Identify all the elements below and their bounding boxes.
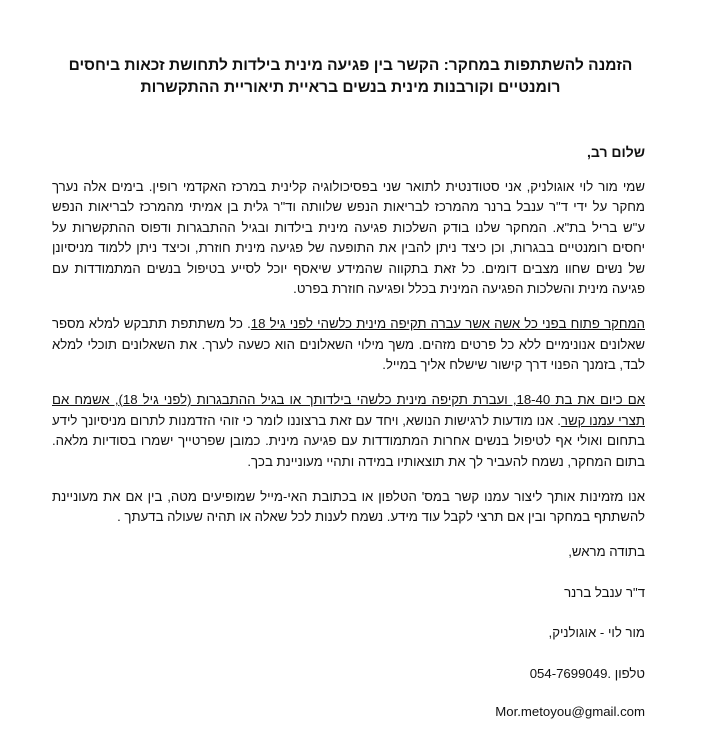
phone-line — [52, 664, 645, 685]
invitation-underlined: אם כיום את בת 18-40, ועברת תקיפה מינית כלשהי בילדותך או בגיל ההתבגרות (לפני גיל 18), אשמח אם תצרי עמנו קשר — [52, 392, 645, 428]
phone-label: טלפון — [614, 665, 645, 681]
eligibility-underlined: המחקר פתוח בפני כל אשה אשר עברה תקיפה מינית כלשהי לפני גיל 18 — [250, 316, 646, 331]
paragraph-invitation — [52, 390, 645, 472]
closing: בתודה מראש, — [568, 544, 645, 559]
signer-2: מור לוי - אוגולניק, — [548, 625, 645, 640]
title-line-1: הזמנה להשתתפות במחקר: הקשר בין פגיעה מינית בילדות לתחושת זכאות ביחסים — [68, 57, 633, 74]
page-title — [40, 55, 661, 99]
email-line — [52, 702, 645, 723]
eligibility-rest: . כל משתתפת תתבקש למלא מספר שאלונים אנונימיים ללא כל פרטים מזהים. משך מילוי השאלונים הוא כשעה לערך. את השאלונים תוכלי למלא לבד, בזמנך הפנוי דרך קישור שישלח אליך במייל. — [52, 316, 645, 372]
paragraph-intro: שמי מור לוי אוגולניק, אני סטודנטית לתואר שני בפסיכולוגיה קלינית במרכז האקדמי רופין. בימים אלה נערך מחקר על ידי ד"ר ענבל ברנר מהמרכז לבריאות הנפש שלוותה וד"ר גלית בן אמיתי מהמרכז לבריאות הנפש ע"ש בריל בת"א. המחקר שלנו בודק השלכות פגיעה מינית בילדות ובגיל ההתבגרות ודפוס ההתקשרות על יחסים רומנטיים בבגרות, וכן כיצד ניתן להבין את התופעה של פגיעה מינית חוזרת, וכיצד ניתן ללמוד מניסיונן של נשים שחוו מצבים דומים. כל זאת בתקווה שהמידע שיאסף יוכל לסייע בטיפול בנשים המתמודדות עם פגיעה מינית והשלכות הפגיעה המינית בכלל ופגיעה חוזרת בפרט. — [52, 178, 645, 296]
paragraph-contact: אנו מזמינות אותך ליצור עמנו קשר במס' הטלפון או בכתובת האי-מייל שמופיעים מטה, בין אם את מעוניינת להשתתף במחקר ובין אם תרצי לקבל עוד מידע. נשמח לענות לכל שאלה או תהיה שעולה בדעתך . — [52, 488, 645, 524]
title-line-2: רומנטיים וקורבנות מינית בנשים בראיית תיאוריית ההתקשרות — [140, 79, 561, 96]
phone-number: 054-7699049. — [529, 665, 612, 681]
email-address[interactable]: Mor.metoyou@gmail.com — [495, 704, 645, 719]
paragraph-eligibility — [52, 314, 645, 376]
invitation-rest: . אנו מודעות לרגישות הנושא, ויחד עם זאת ברצוננו לומר כי זוהי הזדמנות לתרום מניסיונך לידע בתחום ואולי אף לטיפול בנשים אחרות המתמודדות עם פגיעה מינית. כמובן שפרטייך ישמרו בסודיות מלאה. בתום המחקר, נשמח להעביר לך את תוצאותיו במידה ותהיי מעוניינת בכך. — [52, 412, 645, 469]
greeting: שלום רב, — [587, 144, 645, 160]
letter-body — [52, 142, 645, 743]
signer-1: ד"ר ענבל ברנר — [564, 584, 645, 600]
